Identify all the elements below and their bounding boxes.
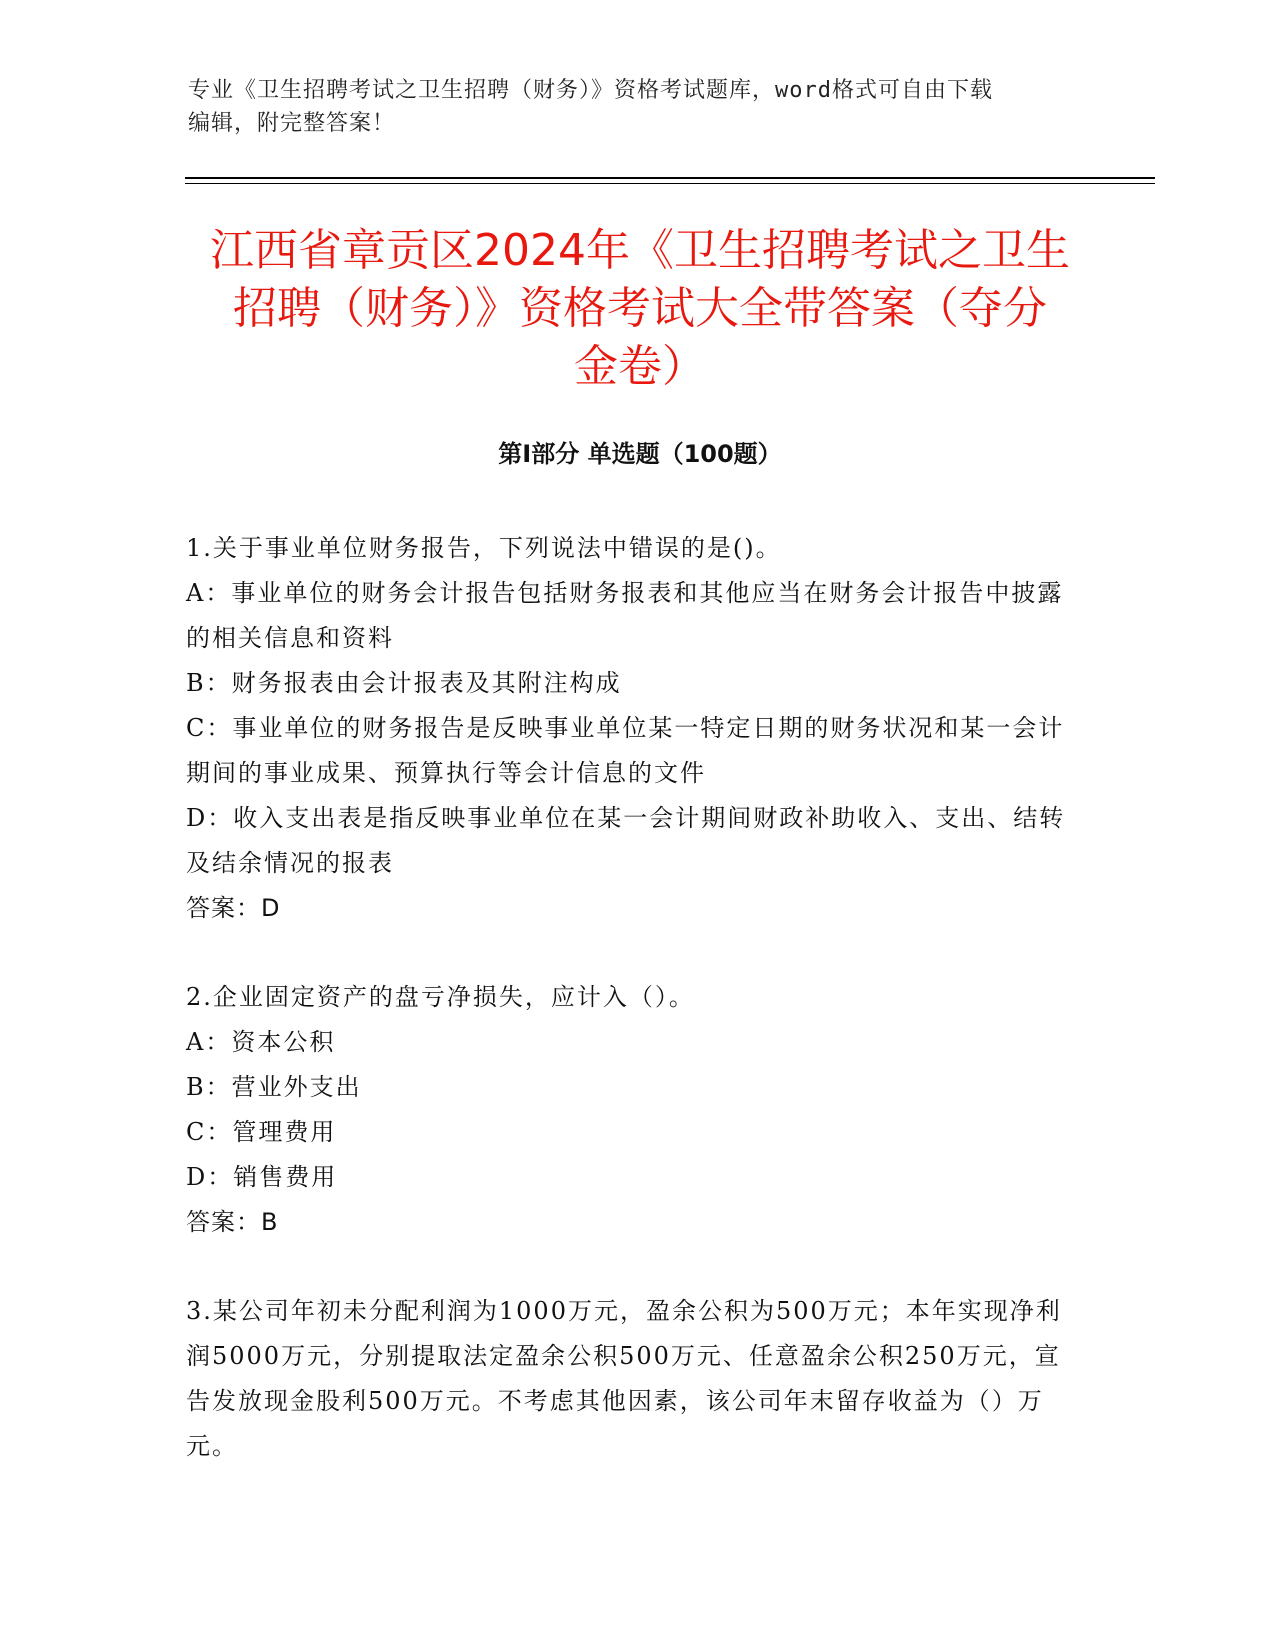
option-a: A：事业单位的财务会计报告包括财务报表和其他应当在财务会计报告中披露的相关信息和资料 [186, 579, 1064, 652]
question-stem: 3.某公司年初未分配利润为1000万元，盈余公积为500万元；本年实现净利润5000万元，分别提取法定盈余公积500万元、任意盈余公积250万元，宣告发放现金股利500万元。不考虑其他因素，该公司年末留存收益为（）万元。 [186, 1297, 1062, 1460]
question-1 [186, 526, 1086, 931]
question-2 [186, 975, 1086, 1245]
header-divider-thin [185, 183, 1155, 184]
option-d: D：销售费用 [186, 1163, 338, 1191]
document-title-line-1: 江西省章贡区2024年《卫生招聘考试之卫生 [210, 225, 1070, 276]
option-c: C：事业单位的财务报告是反映事业单位某一特定日期的财务状况和某一会计期间的事业成果、预算执行等会计信息的文件 [186, 714, 1065, 787]
option-b: B：财务报表由会计报表及其附注构成 [186, 669, 622, 697]
answer: 答案：D [186, 894, 281, 922]
option-c: C：管理费用 [186, 1118, 337, 1146]
answer: 答案：B [186, 1208, 279, 1236]
option-a: A：资本公积 [186, 1028, 336, 1056]
header-divider-thick [185, 177, 1155, 179]
question-list [186, 526, 1086, 1513]
header-note [188, 74, 1068, 140]
header-note-line-1: 专业《卫生招聘考试之卫生招聘（财务）》资格考试题库，word格式可自由下载 [188, 78, 993, 103]
question-stem: 2.企业固定资产的盘亏净损失，应计入（）。 [186, 983, 695, 1011]
header-note-line-2: 编辑，附完整答案！ [188, 111, 396, 136]
document-title-line-2: 招聘（财务）》资格考试大全带答案（夺分 [233, 283, 1047, 334]
option-d: D：收入支出表是指反映事业单位在某一会计期间财政补助收入、支出、结转及结余情况的报表 [186, 804, 1066, 877]
option-b: B：营业外支出 [186, 1073, 362, 1101]
document-title [180, 222, 1100, 396]
question-3 [186, 1289, 1086, 1469]
question-stem: 1.关于事业单位财务报告，下列说法中错误的是()。 [186, 534, 782, 562]
section-heading: 第I部分 单选题（100题） [498, 440, 782, 468]
document-title-line-3: 金卷） [574, 341, 706, 392]
